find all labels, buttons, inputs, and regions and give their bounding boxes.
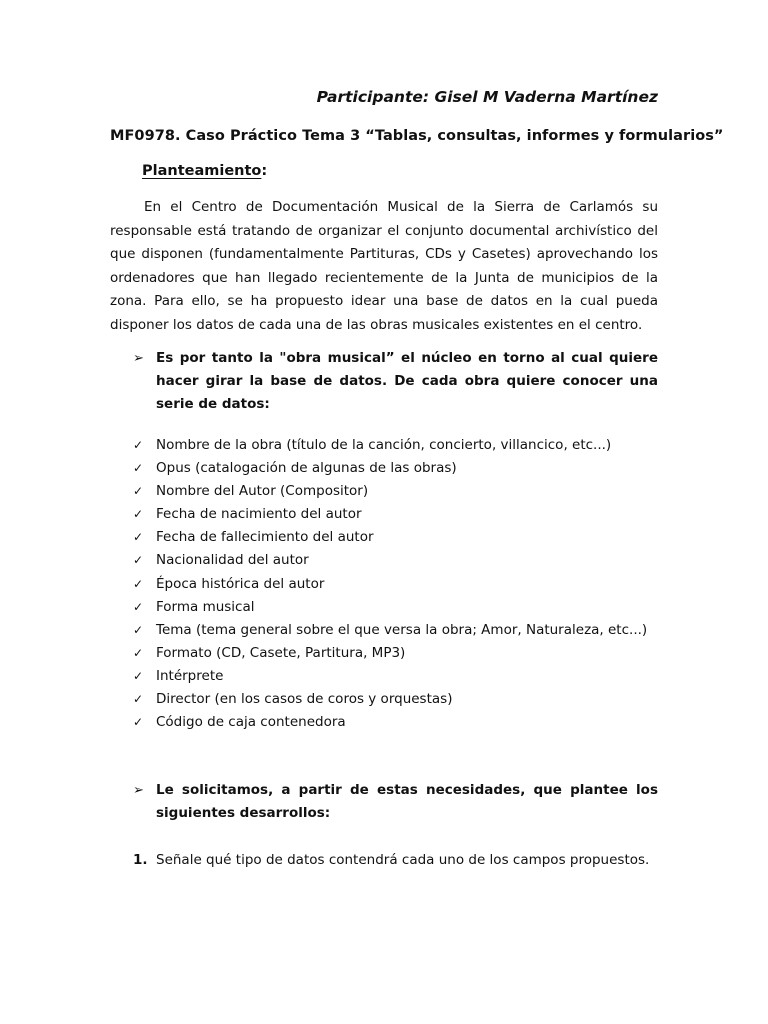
- check-icon: ✓: [133, 692, 144, 707]
- check-icon: ✓: [133, 715, 144, 730]
- list-item: [133, 480, 647, 503]
- arrow-item-text: Le solicitamos, a partir de estas necesidades, que plantee los siguientes desarrollos:: [156, 782, 658, 821]
- list-item: [133, 573, 647, 596]
- list-item-text: Tema (tema general sobre el que versa la obra; Amor, Naturaleza, etc...): [156, 621, 648, 638]
- list-item: [133, 665, 647, 688]
- check-icon: ✓: [133, 461, 144, 476]
- list-item-text: Intérprete: [156, 667, 224, 684]
- arrow-item-text: Es por tanto la "obra musical” el núcleo en torno al cual quiere hacer girar la base de datos. De cada obra quiere conocer una serie de datos:: [156, 350, 658, 412]
- list-item: [133, 457, 647, 480]
- list-item-text: Época histórica del autor: [156, 575, 325, 592]
- list-item-text: Forma musical: [156, 598, 255, 615]
- document-title: MF0978. Caso Práctico Tema 3 “Tablas, consultas, informes y formularios”: [110, 128, 724, 144]
- list-item: [133, 711, 647, 734]
- arrow-item-obra-musical: [133, 347, 658, 416]
- section-heading-label: Planteamiento: [142, 163, 262, 179]
- list-item-text: Nacionalidad del autor: [156, 552, 309, 569]
- list-item: [133, 526, 647, 549]
- check-icon: ✓: [133, 576, 144, 591]
- check-icon: ✓: [133, 599, 144, 614]
- participant-name: Participante: Gisel M Vaderna Martínez: [316, 88, 658, 106]
- arrow-bullet-icon: ➢: [133, 351, 144, 366]
- task-number: 1.: [133, 852, 148, 868]
- list-item-text: Nombre del Autor (Compositor): [156, 483, 369, 500]
- check-icon: ✓: [133, 553, 144, 568]
- check-icon: ✓: [133, 530, 144, 545]
- list-item-text: Nombre de la obra (título de la canción, concierto, villancico, etc...): [156, 437, 612, 453]
- check-icon: ✓: [133, 507, 144, 522]
- list-item-text: Fecha de nacimiento del autor: [156, 506, 362, 523]
- list-item: [133, 688, 647, 711]
- arrow-item-desarrollos: [133, 779, 658, 825]
- task-text: Señale qué tipo de datos contendrá cada uno de los campos propuestos.: [156, 852, 650, 868]
- check-icon: ✓: [133, 438, 144, 452]
- intro-paragraph: En el Centro de Documentación Musical de la Sierra de Carlamós su responsable está tratando de organizar el conjunto documental archivístico del que disponen (fundamentalmente Partituras, CDs y Casetes) aprovechando los ordenadores que han llegado recientemente de la Junta de municipios de la zona. Para ello, se ha propuesto idear una base de datos en la cual pueda disponer los datos de cada una de las obras musicales existentes en el centro.: [110, 199, 658, 333]
- list-item-text: Formato (CD, Casete, Partitura, MP3): [156, 644, 406, 661]
- check-icon: ✓: [133, 622, 144, 637]
- check-icon: ✓: [133, 484, 144, 499]
- task-item: [133, 849, 649, 872]
- check-icon: ✓: [133, 645, 144, 660]
- list-item: [133, 642, 647, 665]
- check-icon: ✓: [133, 668, 144, 683]
- arrow-bullet-icon: ➢: [133, 783, 144, 798]
- list-item: [133, 619, 647, 642]
- fields-list: [133, 434, 647, 734]
- list-item: [133, 503, 647, 526]
- section-heading-colon: :: [261, 163, 268, 179]
- list-item-text: Fecha de fallecimiento del autor: [156, 529, 374, 546]
- list-item: [133, 549, 647, 572]
- section-heading: [142, 163, 267, 179]
- list-item-text: Opus (catalogación de algunas de las obras): [156, 460, 457, 477]
- list-item: [133, 596, 647, 619]
- list-item: [133, 434, 647, 457]
- list-item-text: Director (en los casos de coros y orquestas): [156, 691, 453, 708]
- list-item-text: Código de caja contenedora: [156, 714, 346, 731]
